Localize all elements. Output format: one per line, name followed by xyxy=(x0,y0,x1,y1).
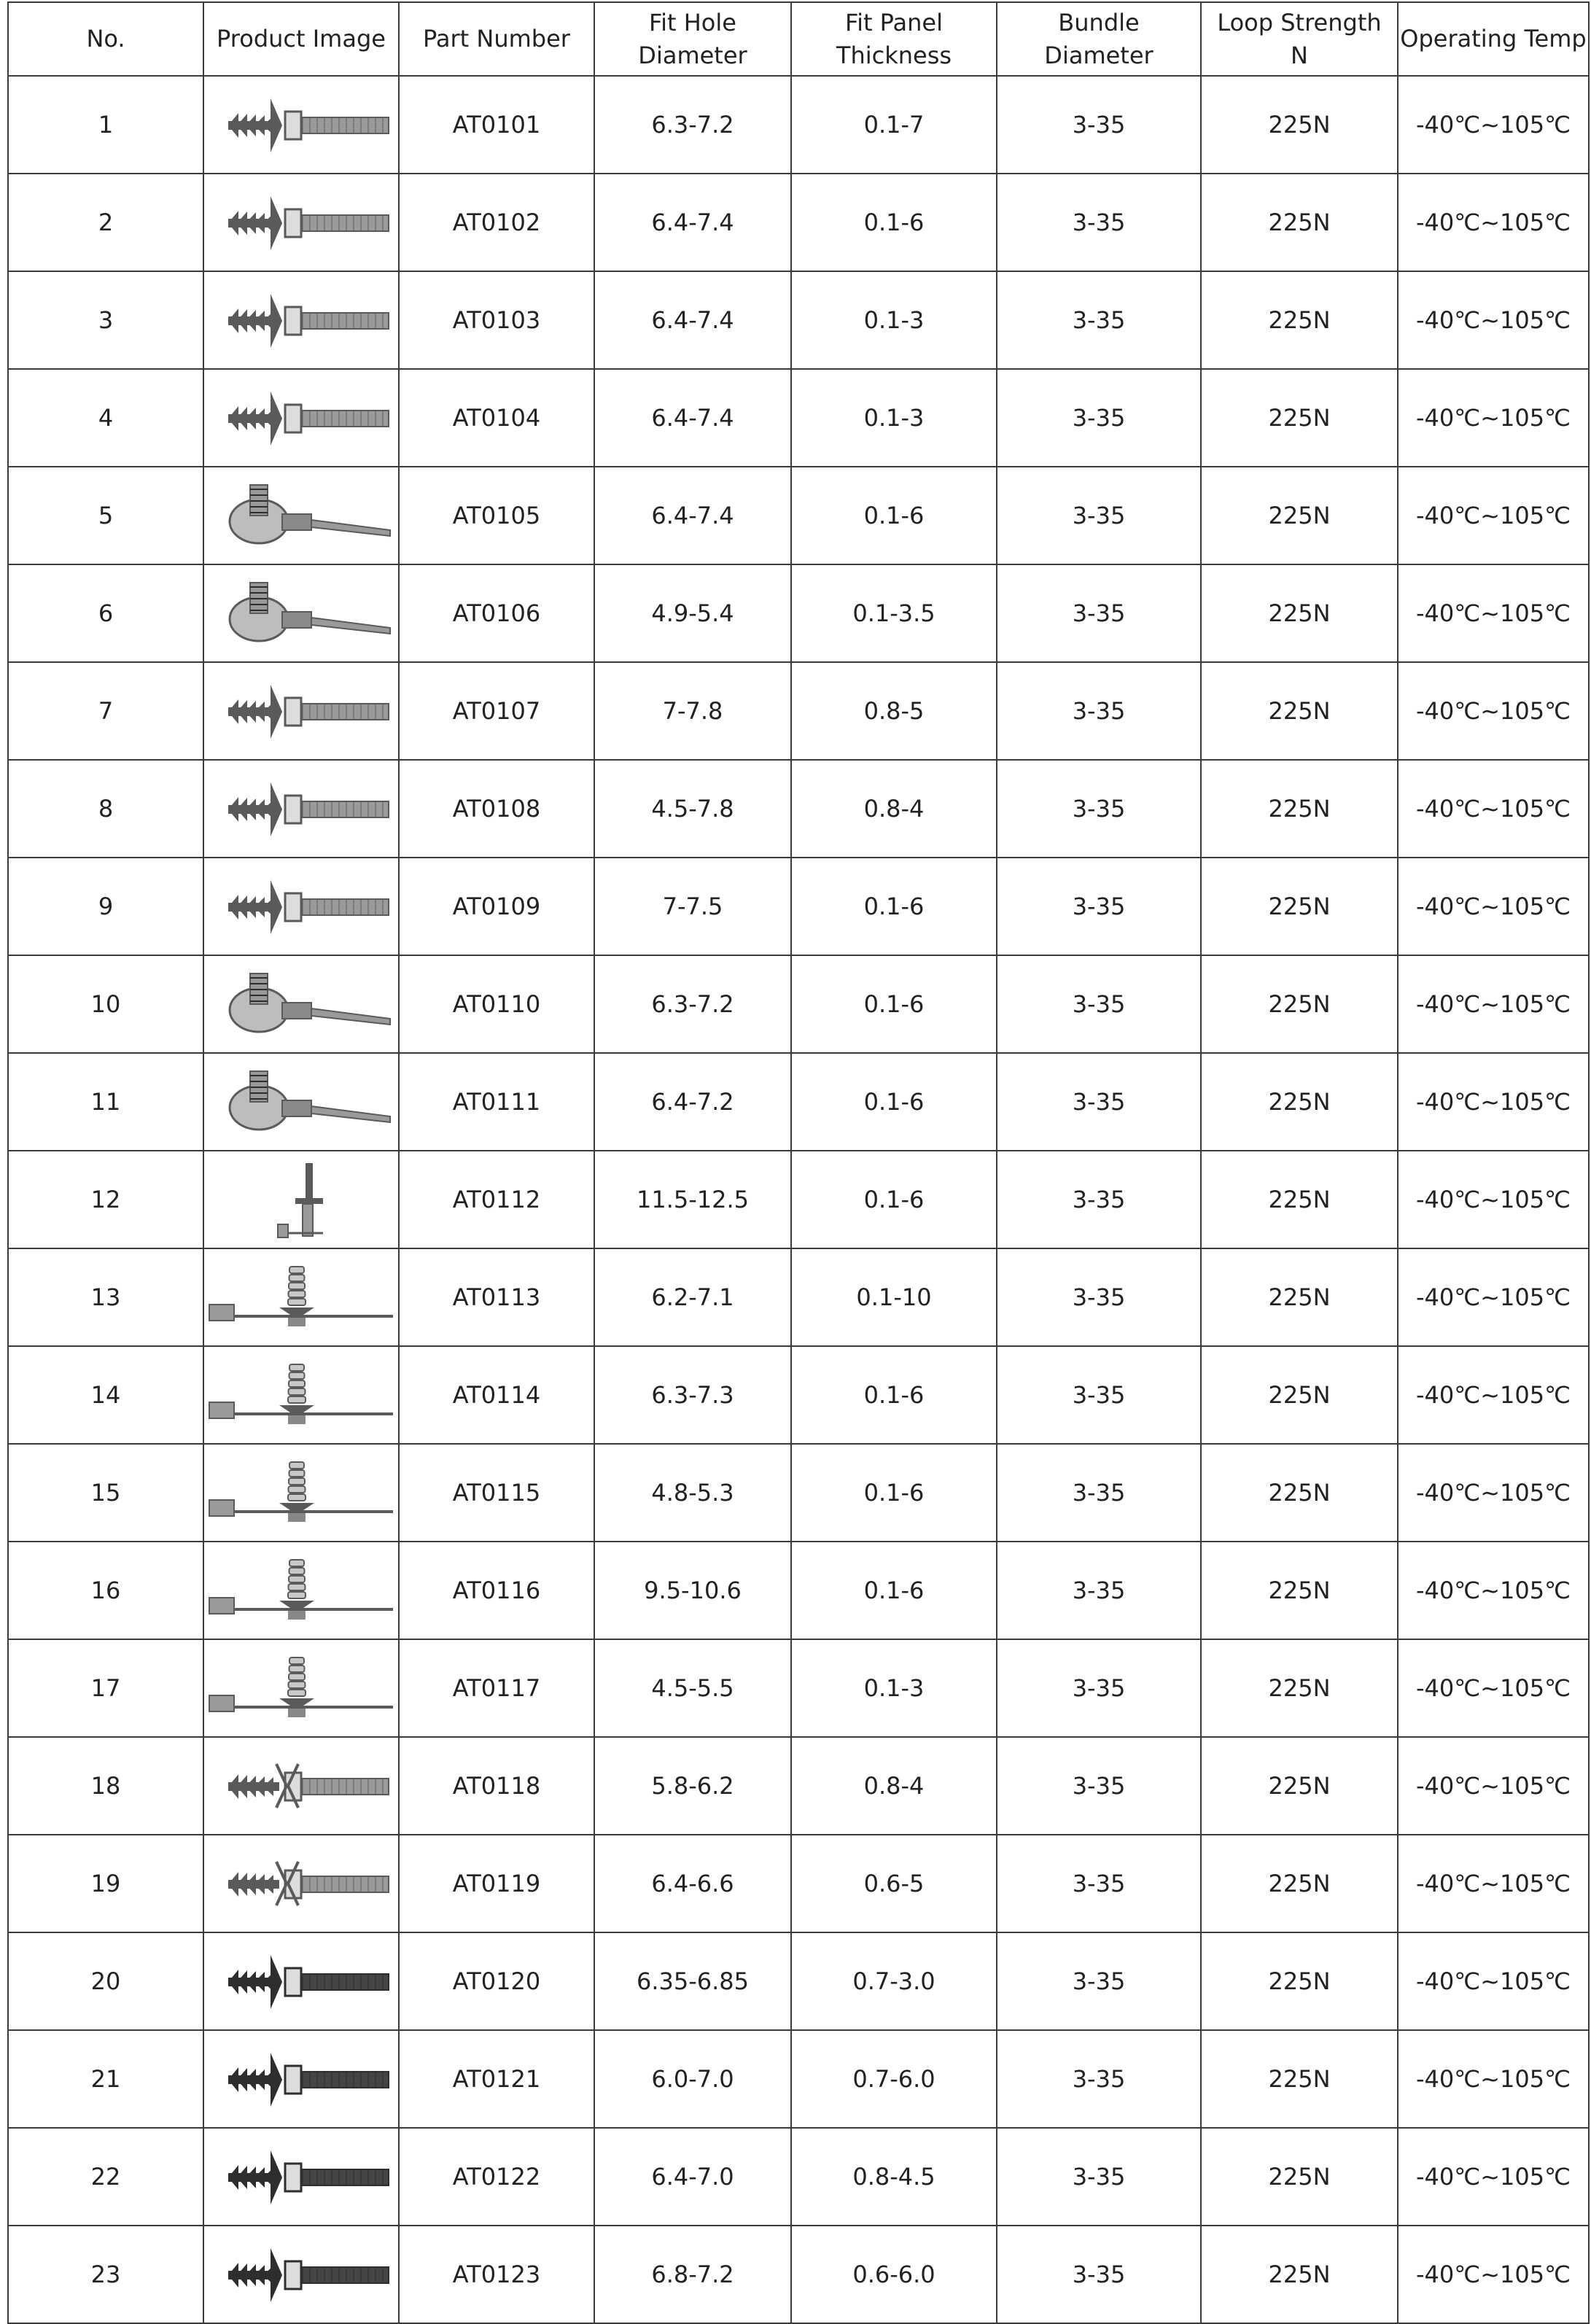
cell-no: 14 xyxy=(8,1346,203,1444)
cell-fit-panel-thickness: 0.1-3.5 xyxy=(791,564,997,662)
cell-fit-panel-thickness: 0.1-6 xyxy=(791,174,997,271)
cell-product-image xyxy=(203,1248,399,1346)
cell-loop-strength: 225N xyxy=(1201,1248,1398,1346)
cell-loop-strength: 225N xyxy=(1201,1639,1398,1737)
header-bundle-line-1: Bundle xyxy=(1058,8,1140,36)
cell-bundle-diameter: 3-35 xyxy=(997,1444,1201,1542)
cell-part-number: AT0101 xyxy=(399,76,594,174)
cell-fit-panel-thickness: 0.1-6 xyxy=(791,1053,997,1151)
cell-loop-strength: 225N xyxy=(1201,271,1398,369)
header-fit-panel-line-1: Fit Panel xyxy=(844,8,943,36)
header-no: No. xyxy=(8,2,203,76)
cell-bundle-diameter: 3-35 xyxy=(997,858,1201,955)
upright-fir-tree-tie-icon xyxy=(206,1644,396,1732)
cell-no: 17 xyxy=(8,1639,203,1737)
cell-operating-temp: -40℃~105℃ xyxy=(1398,1835,1589,1932)
cell-part-number: AT0117 xyxy=(399,1639,594,1737)
cell-fit-panel-thickness: 0.7-6.0 xyxy=(791,2030,997,2128)
cell-no: 16 xyxy=(8,1542,203,1639)
cell-bundle-diameter: 3-35 xyxy=(997,76,1201,174)
cell-no: 4 xyxy=(8,369,203,467)
table-row xyxy=(8,2128,1589,2226)
header-fit-hole-diameter xyxy=(594,2,791,76)
cell-fit-hole-diameter: 6.4-7.4 xyxy=(594,174,791,271)
cell-bundle-diameter: 3-35 xyxy=(997,467,1201,564)
cell-product-image xyxy=(203,1346,399,1444)
cell-no: 3 xyxy=(8,271,203,369)
cell-part-number: AT0119 xyxy=(399,1835,594,1932)
cell-part-number: AT0104 xyxy=(399,369,594,467)
round-base-stud-tie-icon xyxy=(206,1058,396,1146)
table-row xyxy=(8,1444,1589,1542)
cell-fit-panel-thickness: 0.1-6 xyxy=(791,1346,997,1444)
cell-operating-temp: -40℃~105℃ xyxy=(1398,1248,1589,1346)
cell-no: 5 xyxy=(8,467,203,564)
table-row xyxy=(8,467,1589,564)
cell-operating-temp: -40℃~105℃ xyxy=(1398,1151,1589,1248)
push-mount-tie-dark-icon xyxy=(206,2133,396,2220)
cell-operating-temp: -40℃~105℃ xyxy=(1398,2128,1589,2226)
cell-fit-panel-thickness: 0.1-10 xyxy=(791,1248,997,1346)
cell-part-number: AT0111 xyxy=(399,1053,594,1151)
cell-product-image xyxy=(203,1542,399,1639)
cell-no: 13 xyxy=(8,1248,203,1346)
cell-loop-strength: 225N xyxy=(1201,662,1398,760)
push-mount-tie-fir-tree-icon xyxy=(206,765,396,852)
cell-fit-hole-diameter: 6.4-7.2 xyxy=(594,1053,791,1151)
cell-operating-temp: -40℃~105℃ xyxy=(1398,858,1589,955)
cell-product-image xyxy=(203,1053,399,1151)
cell-product-image xyxy=(203,369,399,467)
cell-fit-hole-diameter: 6.35-6.85 xyxy=(594,1932,791,2030)
cell-bundle-diameter: 3-35 xyxy=(997,2226,1201,2323)
cell-bundle-diameter: 3-35 xyxy=(997,955,1201,1053)
cell-no: 8 xyxy=(8,760,203,858)
table-row xyxy=(8,564,1589,662)
cell-part-number: AT0118 xyxy=(399,1737,594,1835)
round-base-stud-tie-icon xyxy=(206,960,396,1048)
cell-fit-panel-thickness: 0.1-7 xyxy=(791,76,997,174)
cell-no: 23 xyxy=(8,2226,203,2323)
header-loop-line-2: N xyxy=(1291,41,1308,69)
cell-loop-strength: 225N xyxy=(1201,1444,1398,1542)
round-base-stud-tie-icon xyxy=(206,570,396,657)
cell-fit-panel-thickness: 0.1-6 xyxy=(791,467,997,564)
cell-fit-hole-diameter: 6.3-7.2 xyxy=(594,76,791,174)
table-row xyxy=(8,1053,1589,1151)
cell-product-image xyxy=(203,1639,399,1737)
table-row xyxy=(8,858,1589,955)
cell-fit-panel-thickness: 0.7-3.0 xyxy=(791,1932,997,2030)
cell-bundle-diameter: 3-35 xyxy=(997,1542,1201,1639)
cell-no: 15 xyxy=(8,1444,203,1542)
cell-fit-hole-diameter: 6.8-7.2 xyxy=(594,2226,791,2323)
cell-bundle-diameter: 3-35 xyxy=(997,1639,1201,1737)
cell-fit-panel-thickness: 0.8-4 xyxy=(791,760,997,858)
push-mount-tie-fir-tree-icon xyxy=(206,179,396,266)
upright-fir-tree-tie-icon xyxy=(206,1254,396,1341)
cell-operating-temp: -40℃~105℃ xyxy=(1398,1053,1589,1151)
cell-part-number: AT0121 xyxy=(399,2030,594,2128)
cell-part-number: AT0103 xyxy=(399,271,594,369)
cell-loop-strength: 225N xyxy=(1201,2128,1398,2226)
cell-loop-strength: 225N xyxy=(1201,76,1398,174)
cell-part-number: AT0112 xyxy=(399,1151,594,1248)
cell-loop-strength: 225N xyxy=(1201,1932,1398,2030)
cell-operating-temp: -40℃~105℃ xyxy=(1398,271,1589,369)
cell-fit-panel-thickness: 0.8-5 xyxy=(791,662,997,760)
cell-no: 7 xyxy=(8,662,203,760)
cell-product-image xyxy=(203,955,399,1053)
cell-bundle-diameter: 3-35 xyxy=(997,369,1201,467)
cell-loop-strength: 225N xyxy=(1201,174,1398,271)
cell-fit-hole-diameter: 11.5-12.5 xyxy=(594,1151,791,1248)
cell-fit-panel-thickness: 0.8-4 xyxy=(791,1737,997,1835)
cell-product-image xyxy=(203,2030,399,2128)
cell-part-number: AT0105 xyxy=(399,467,594,564)
cell-loop-strength: 225N xyxy=(1201,564,1398,662)
table-body xyxy=(8,76,1589,2323)
cell-no: 21 xyxy=(8,2030,203,2128)
table-row xyxy=(8,1737,1589,1835)
cell-product-image xyxy=(203,76,399,174)
cell-fit-hole-diameter: 9.5-10.6 xyxy=(594,1542,791,1639)
cell-fit-panel-thickness: 0.1-6 xyxy=(791,1444,997,1542)
header-bundle-diameter xyxy=(997,2,1201,76)
cell-bundle-diameter: 3-35 xyxy=(997,1835,1201,1932)
upright-fir-tree-tie-icon xyxy=(206,1351,396,1439)
cell-fit-hole-diameter: 6.4-7.4 xyxy=(594,467,791,564)
header-operating-temp: Operating Temp xyxy=(1398,2,1589,76)
cell-part-number: AT0110 xyxy=(399,955,594,1053)
table-row xyxy=(8,1639,1589,1737)
table-row xyxy=(8,2030,1589,2128)
header-fit-hole-line-2: Diameter xyxy=(638,41,747,69)
push-mount-tie-arrow-icon xyxy=(206,81,396,168)
cell-no: 22 xyxy=(8,2128,203,2226)
table-row xyxy=(8,271,1589,369)
cell-no: 1 xyxy=(8,76,203,174)
cell-fit-panel-thickness: 0.1-6 xyxy=(791,955,997,1053)
cell-product-image xyxy=(203,2226,399,2323)
cell-fit-panel-thickness: 0.1-6 xyxy=(791,1151,997,1248)
upright-fir-tree-tie-icon xyxy=(206,1449,396,1536)
cell-product-image xyxy=(203,662,399,760)
cell-operating-temp: -40℃~105℃ xyxy=(1398,1444,1589,1542)
cell-fit-hole-diameter: 6.4-7.4 xyxy=(594,369,791,467)
cell-fit-hole-diameter: 6.4-7.4 xyxy=(594,271,791,369)
table-row xyxy=(8,1248,1589,1346)
cell-product-image xyxy=(203,271,399,369)
header-loop-line-1: Loop Strength xyxy=(1217,8,1382,36)
cell-loop-strength: 225N xyxy=(1201,1737,1398,1835)
cell-operating-temp: -40℃~105℃ xyxy=(1398,1737,1589,1835)
cell-product-image xyxy=(203,467,399,564)
cell-no: 19 xyxy=(8,1835,203,1932)
cell-bundle-diameter: 3-35 xyxy=(997,2030,1201,2128)
table-row xyxy=(8,1932,1589,2030)
table-row xyxy=(8,955,1589,1053)
cell-operating-temp: -40℃~105℃ xyxy=(1398,369,1589,467)
cell-loop-strength: 225N xyxy=(1201,2030,1398,2128)
push-mount-tie-wing-icon xyxy=(206,1742,396,1830)
cell-fit-panel-thickness: 0.1-3 xyxy=(791,1639,997,1737)
cell-part-number: AT0113 xyxy=(399,1248,594,1346)
cell-loop-strength: 225N xyxy=(1201,955,1398,1053)
table-row xyxy=(8,174,1589,271)
cell-bundle-diameter: 3-35 xyxy=(997,1737,1201,1835)
table-row xyxy=(8,1151,1589,1248)
cell-fit-hole-diameter: 4.5-7.8 xyxy=(594,760,791,858)
cell-fit-hole-diameter: 6.4-7.0 xyxy=(594,2128,791,2226)
cell-product-image xyxy=(203,2128,399,2226)
push-mount-tie-fir-tree-icon xyxy=(206,863,396,950)
cell-part-number: AT0115 xyxy=(399,1444,594,1542)
cell-fit-panel-thickness: 0.1-6 xyxy=(791,858,997,955)
push-mount-tie-wing-icon xyxy=(206,1840,396,1927)
cell-part-number: AT0116 xyxy=(399,1542,594,1639)
cell-operating-temp: -40℃~105℃ xyxy=(1398,76,1589,174)
cell-fit-hole-diameter: 7-7.8 xyxy=(594,662,791,760)
cell-loop-strength: 225N xyxy=(1201,1053,1398,1151)
product-spec-table xyxy=(7,1,1590,2324)
cell-fit-panel-thickness: 0.8-4.5 xyxy=(791,2128,997,2226)
cell-operating-temp: -40℃~105℃ xyxy=(1398,1346,1589,1444)
cell-fit-hole-diameter: 6.3-7.3 xyxy=(594,1346,791,1444)
cell-no: 20 xyxy=(8,1932,203,2030)
header-fit-panel-line-2: Thickness xyxy=(836,41,952,69)
cell-loop-strength: 225N xyxy=(1201,1151,1398,1248)
table-row xyxy=(8,76,1589,174)
cell-bundle-diameter: 3-35 xyxy=(997,174,1201,271)
cell-no: 12 xyxy=(8,1151,203,1248)
cell-fit-panel-thickness: 0.6-6.0 xyxy=(791,2226,997,2323)
cell-bundle-diameter: 3-35 xyxy=(997,1346,1201,1444)
cell-operating-temp: -40℃~105℃ xyxy=(1398,2030,1589,2128)
table-row xyxy=(8,1346,1589,1444)
cell-fit-panel-thickness: 0.1-6 xyxy=(791,1542,997,1639)
cell-fit-hole-diameter: 6.0-7.0 xyxy=(594,2030,791,2128)
header-fit-panel-thickness xyxy=(791,2,997,76)
cell-no: 11 xyxy=(8,1053,203,1151)
cell-product-image xyxy=(203,1932,399,2030)
header-fit-hole-line-1: Fit Hole xyxy=(649,8,736,36)
round-base-stud-tie-icon xyxy=(206,472,396,559)
cell-bundle-diameter: 3-35 xyxy=(997,760,1201,858)
cell-loop-strength: 225N xyxy=(1201,858,1398,955)
cell-product-image xyxy=(203,1444,399,1542)
cell-product-image xyxy=(203,1737,399,1835)
cell-loop-strength: 225N xyxy=(1201,467,1398,564)
cell-bundle-diameter: 3-35 xyxy=(997,1053,1201,1151)
cell-bundle-diameter: 3-35 xyxy=(997,1151,1201,1248)
header-bundle-line-2: Diameter xyxy=(1044,41,1154,69)
table-row xyxy=(8,2226,1589,2323)
header-part-number: Part Number xyxy=(399,2,594,76)
cell-loop-strength: 225N xyxy=(1201,2226,1398,2323)
cell-bundle-diameter: 3-35 xyxy=(997,1932,1201,2030)
cell-operating-temp: -40℃~105℃ xyxy=(1398,564,1589,662)
cell-loop-strength: 225N xyxy=(1201,1542,1398,1639)
vertical-stud-tie-icon xyxy=(206,1156,396,1243)
cell-no: 6 xyxy=(8,564,203,662)
cell-loop-strength: 225N xyxy=(1201,1835,1398,1932)
cell-bundle-diameter: 3-35 xyxy=(997,271,1201,369)
cell-no: 2 xyxy=(8,174,203,271)
cell-fit-hole-diameter: 6.3-7.2 xyxy=(594,955,791,1053)
cell-operating-temp: -40℃~105℃ xyxy=(1398,760,1589,858)
cell-part-number: AT0106 xyxy=(399,564,594,662)
cell-fit-hole-diameter: 4.9-5.4 xyxy=(594,564,791,662)
cell-fit-panel-thickness: 0.1-3 xyxy=(791,271,997,369)
cell-part-number: AT0109 xyxy=(399,858,594,955)
cell-operating-temp: -40℃~105℃ xyxy=(1398,467,1589,564)
table-row xyxy=(8,369,1589,467)
cell-product-image xyxy=(203,174,399,271)
header-product-image: Product Image xyxy=(203,2,399,76)
cell-part-number: AT0108 xyxy=(399,760,594,858)
push-mount-tie-arrow-icon xyxy=(206,276,396,364)
cell-part-number: AT0120 xyxy=(399,1932,594,2030)
header-loop-strength xyxy=(1201,2,1398,76)
table-row xyxy=(8,760,1589,858)
push-mount-tie-dark-icon xyxy=(206,2035,396,2123)
cell-operating-temp: -40℃~105℃ xyxy=(1398,2226,1589,2323)
cell-no: 10 xyxy=(8,955,203,1053)
push-mount-tie-dark-icon xyxy=(206,1938,396,2025)
cell-bundle-diameter: 3-35 xyxy=(997,2128,1201,2226)
table-row xyxy=(8,1835,1589,1932)
cell-no: 9 xyxy=(8,858,203,955)
cell-product-image xyxy=(203,1151,399,1248)
cell-product-image xyxy=(203,564,399,662)
cell-product-image xyxy=(203,760,399,858)
cell-operating-temp: -40℃~105℃ xyxy=(1398,1932,1589,2030)
cell-product-image xyxy=(203,1835,399,1932)
cell-operating-temp: -40℃~105℃ xyxy=(1398,1542,1589,1639)
cell-fit-panel-thickness: 0.6-5 xyxy=(791,1835,997,1932)
push-mount-tie-arrow-icon xyxy=(206,374,396,462)
cell-operating-temp: -40℃~105℃ xyxy=(1398,174,1589,271)
cell-loop-strength: 225N xyxy=(1201,1346,1398,1444)
cell-product-image xyxy=(203,858,399,955)
cell-fit-hole-diameter: 6.2-7.1 xyxy=(594,1248,791,1346)
cell-operating-temp: -40℃~105℃ xyxy=(1398,1639,1589,1737)
cell-bundle-diameter: 3-35 xyxy=(997,662,1201,760)
push-mount-tie-fir-tree-icon xyxy=(206,667,396,755)
cell-fit-hole-diameter: 4.5-5.5 xyxy=(594,1639,791,1737)
cell-part-number: AT0114 xyxy=(399,1346,594,1444)
cell-loop-strength: 225N xyxy=(1201,369,1398,467)
table-row xyxy=(8,1542,1589,1639)
cell-fit-hole-diameter: 7-7.5 xyxy=(594,858,791,955)
cell-bundle-diameter: 3-35 xyxy=(997,1248,1201,1346)
cell-fit-hole-diameter: 4.8-5.3 xyxy=(594,1444,791,1542)
cell-part-number: AT0123 xyxy=(399,2226,594,2323)
cell-part-number: AT0102 xyxy=(399,174,594,271)
header-row xyxy=(8,2,1589,76)
cell-loop-strength: 225N xyxy=(1201,760,1398,858)
cell-fit-hole-diameter: 6.4-6.6 xyxy=(594,1835,791,1932)
cell-part-number: AT0122 xyxy=(399,2128,594,2226)
cell-operating-temp: -40℃~105℃ xyxy=(1398,662,1589,760)
cell-fit-panel-thickness: 0.1-3 xyxy=(791,369,997,467)
cell-part-number: AT0107 xyxy=(399,662,594,760)
upright-fir-tree-tie-icon xyxy=(206,1547,396,1634)
table-row xyxy=(8,662,1589,760)
push-mount-tie-dark-icon xyxy=(206,2231,396,2318)
cell-fit-hole-diameter: 5.8-6.2 xyxy=(594,1737,791,1835)
cell-no: 18 xyxy=(8,1737,203,1835)
cell-bundle-diameter: 3-35 xyxy=(997,564,1201,662)
cell-operating-temp: -40℃~105℃ xyxy=(1398,955,1589,1053)
